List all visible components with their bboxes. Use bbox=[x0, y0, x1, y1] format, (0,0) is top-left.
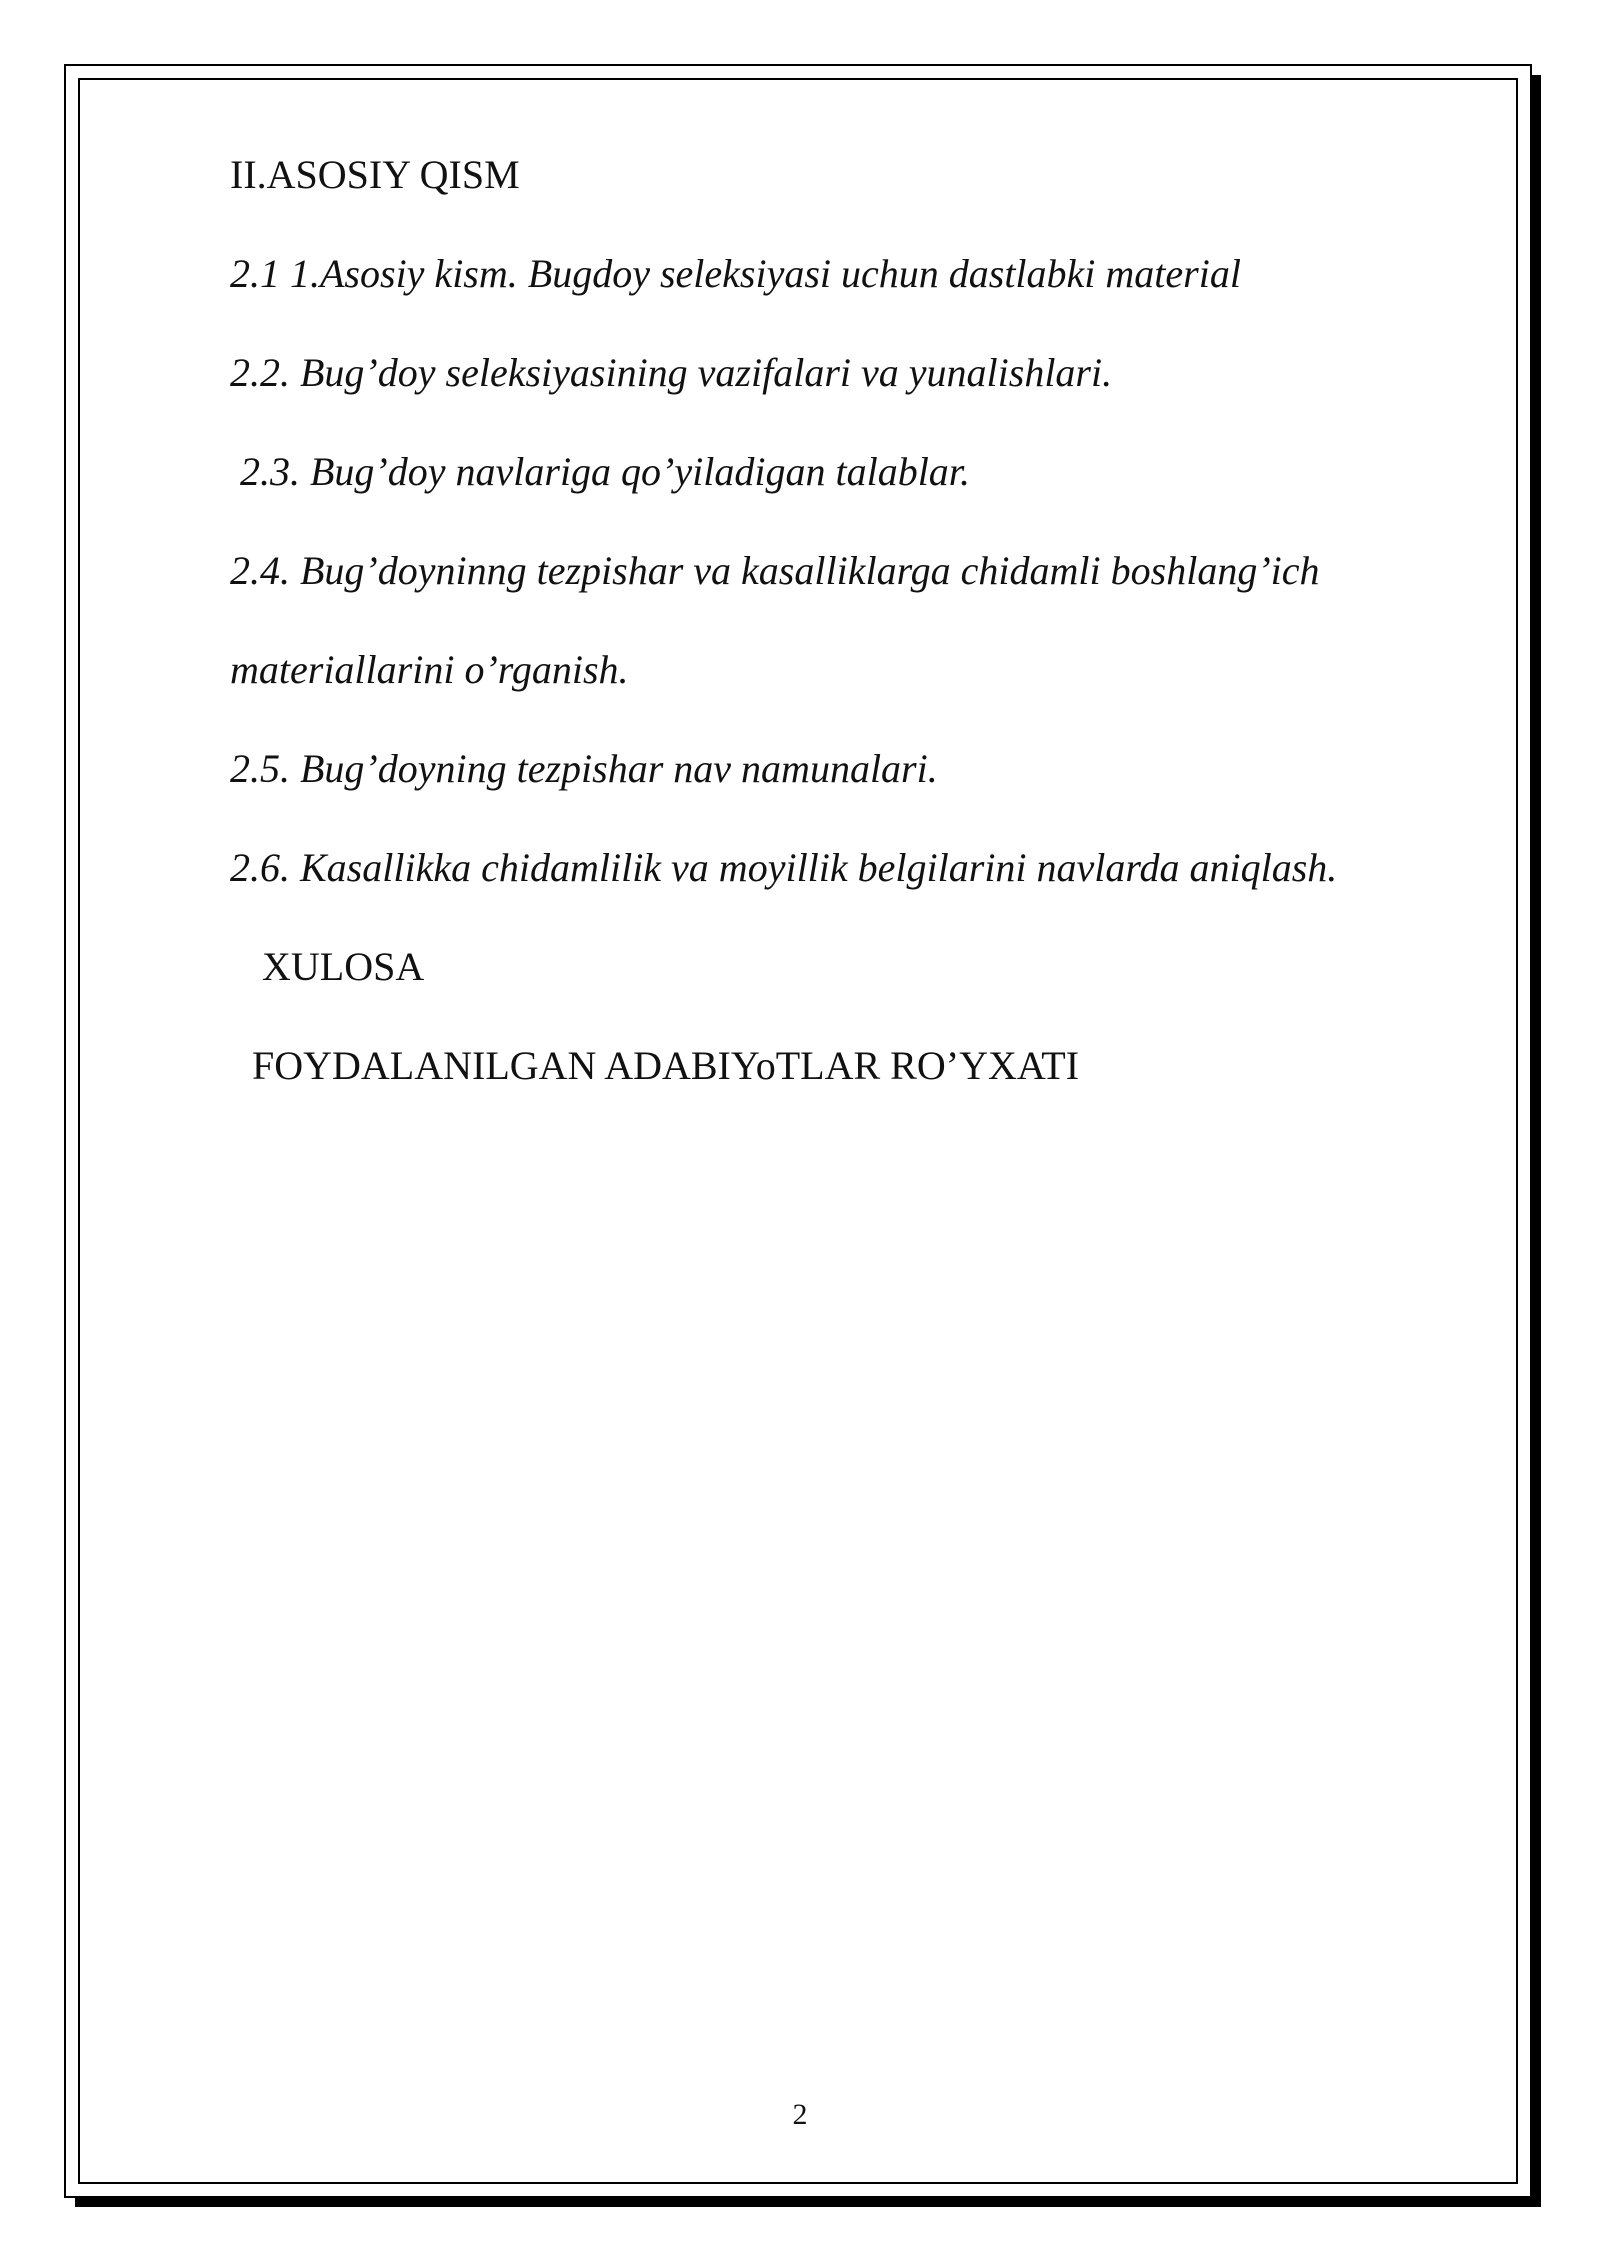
toc-item-2-4-continuation: materiallarini o’rganish. bbox=[230, 647, 629, 692]
toc-item-references: FOYDALANILGAN ADABIYoTLAR RO’YXATI bbox=[252, 1043, 1080, 1088]
page-number: 2 bbox=[792, 2098, 808, 2131]
toc-item-conclusion: XULOSA bbox=[262, 944, 425, 989]
toc-item-2-5: 2.5. Bug’doyning tezpishar nav namunalari. bbox=[230, 746, 938, 791]
toc-item-2-2: 2.2. Bug’doy seleksiyasining vazifalari va yunalishlari. bbox=[230, 350, 1113, 395]
toc-item-2-6: 2.6. Kasallikka chidamlilik va moyillik belgilarini navlarda aniqlash. bbox=[230, 845, 1338, 890]
toc-heading-main-part: II.ASOSIY QISM bbox=[230, 152, 520, 197]
toc-item-2-1: 2.1 1.Asosiy kism. Bugdoy seleksiyasi uchun dastlabki material bbox=[230, 251, 1241, 296]
toc-item-2-3: 2.3. Bug’doy navlariga qo’yiladigan talablar. bbox=[240, 449, 970, 494]
table-of-contents bbox=[230, 150, 1470, 1140]
toc-item-2-4: 2.4. Bug’doyninng tezpishar va kasalliklarga chidamli boshlang’ich bbox=[230, 548, 1320, 593]
